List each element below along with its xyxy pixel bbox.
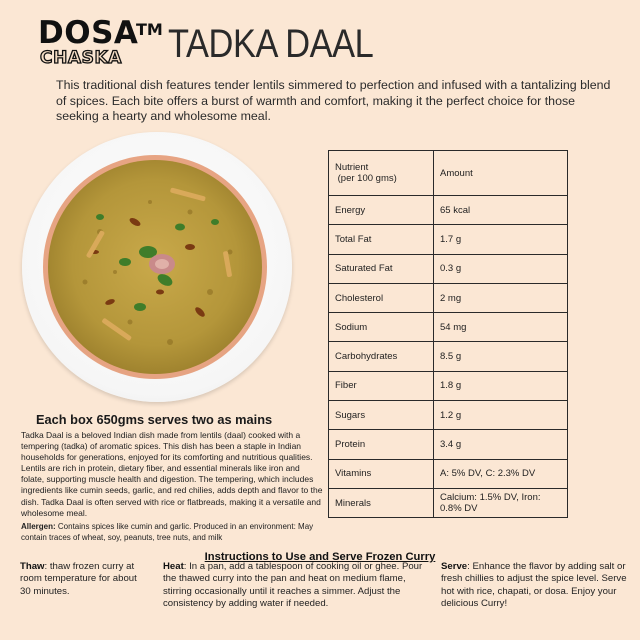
nutrient-amount: 0.3 g	[434, 254, 568, 283]
brand-logo-chaska: CHASKA	[40, 48, 123, 68]
brand-logo-dosa: DOSA	[38, 15, 139, 51]
allergen-label: Allergen:	[21, 522, 56, 531]
nutrient-amount: A: 5% DV, C: 2.3% DV	[434, 459, 568, 488]
nutrient-name: Sodium	[329, 313, 434, 342]
nutrient-amount: 8.5 g	[434, 342, 568, 371]
nutrient-amount: 1.2 g	[434, 401, 568, 430]
table-row	[329, 401, 568, 430]
table-row	[329, 313, 568, 342]
serve-instruction	[441, 561, 627, 611]
heat-instruction	[163, 561, 435, 611]
serve-text: : Enhance the flavor by adding salt or fresh chillies to adjust the spice level. Serve hot with rice, chapati, or dosa. Enjoy your delicious Curry!	[441, 561, 627, 610]
nutrient-name: Sugars	[329, 401, 434, 430]
nutrient-name: Vitamins	[329, 459, 434, 488]
nutrient-name: Carbohydrates	[329, 342, 434, 371]
allergen-text: Contains spices like cumin and garlic. Produced in an environment: May contain traces of wheat, soy, peanuts, tree nuts, and milk	[21, 522, 314, 542]
nutrient-amount: 1.7 g	[434, 225, 568, 254]
nutrient-header-label: Nutrient	[335, 162, 369, 173]
nutrient-name: Saturated Fat	[329, 254, 434, 283]
nutrient-name: Total Fat	[329, 225, 434, 254]
thaw-label: Thaw	[20, 561, 45, 572]
table-row	[329, 225, 568, 254]
table-row	[329, 430, 568, 459]
table-row	[329, 196, 568, 225]
table-row	[329, 283, 568, 312]
table-row	[329, 488, 568, 517]
serving-size-heading: Each box 650gms serves two as mains	[36, 412, 273, 427]
nutrient-amount: 54 mg	[434, 313, 568, 342]
nutrient-name: Minerals	[329, 488, 434, 517]
trademark-symbol: TM	[136, 20, 163, 39]
thaw-instruction	[20, 561, 150, 598]
per-100g-label: (per 100 gms)	[337, 173, 397, 184]
table-row	[329, 459, 568, 488]
nutrient-name: Protein	[329, 430, 434, 459]
heat-label: Heat	[163, 561, 184, 572]
nutrient-name: Energy	[329, 196, 434, 225]
thaw-text: : thaw frozen curry at room temperature for about 30 minutes.	[20, 561, 137, 597]
amount-header: Amount	[434, 151, 568, 196]
nutrient-amount: 3.4 g	[434, 430, 568, 459]
nutrition-header-row	[329, 151, 568, 196]
nutrient-amount: 1.8 g	[434, 371, 568, 400]
nutrient-amount: 2 mg	[434, 283, 568, 312]
table-row	[329, 371, 568, 400]
nutrient-amount: 65 kcal	[434, 196, 568, 225]
product-title: TADKA DAAL	[168, 22, 374, 66]
serve-label: Serve	[441, 561, 468, 572]
intro-text: This traditional dish features tender lentils simmered to perfection and infused with a tantalizing blend of spices. Each bite offers a burst of warmth and comfort, making it the perfect choice for those seeking a hearty and wholesome meal.	[56, 78, 611, 123]
nutrient-header	[329, 151, 434, 196]
allergen-info	[21, 522, 323, 543]
dish-description: Tadka Daal is a beloved Indian dish made from lentils (daal) cooked with a tempering (tadka) of aromatic spices. This dish has been a staple in Indian households for generations, enjoyed for its comforting and nutritious qualities. Lentils are rich in protein, dietary fiber, and essential minerals like iron and folate, supporting muscle health and digestion. The tempering, which includes ingredients like cumin seeds, garlic, and red chilies, adds depth and flavor to the dish. Tadka Daal is often served with rice or flatbreads, making it a versatile and wholesome meal.	[21, 430, 323, 518]
table-row	[329, 342, 568, 371]
nutrient-amount: Calcium: 1.5% DV, Iron: 0.8% DV	[434, 488, 568, 517]
instructions-heading: Instructions to Use and Serve Frozen Curry	[204, 551, 436, 563]
heat-text: : In a pan, add a tablespoon of cooking oil or ghee. Pour the thawed curry into the pan and heat on medium flame, stirring occasionally until it reaches a simmer. Adjust the consistency by adding water if needed.	[163, 561, 423, 610]
nutrient-name: Fiber	[329, 371, 434, 400]
table-row	[329, 254, 568, 283]
daal-bowl-image	[40, 152, 270, 382]
nutrition-table	[328, 150, 568, 518]
nutrient-name: Cholesterol	[329, 283, 434, 312]
